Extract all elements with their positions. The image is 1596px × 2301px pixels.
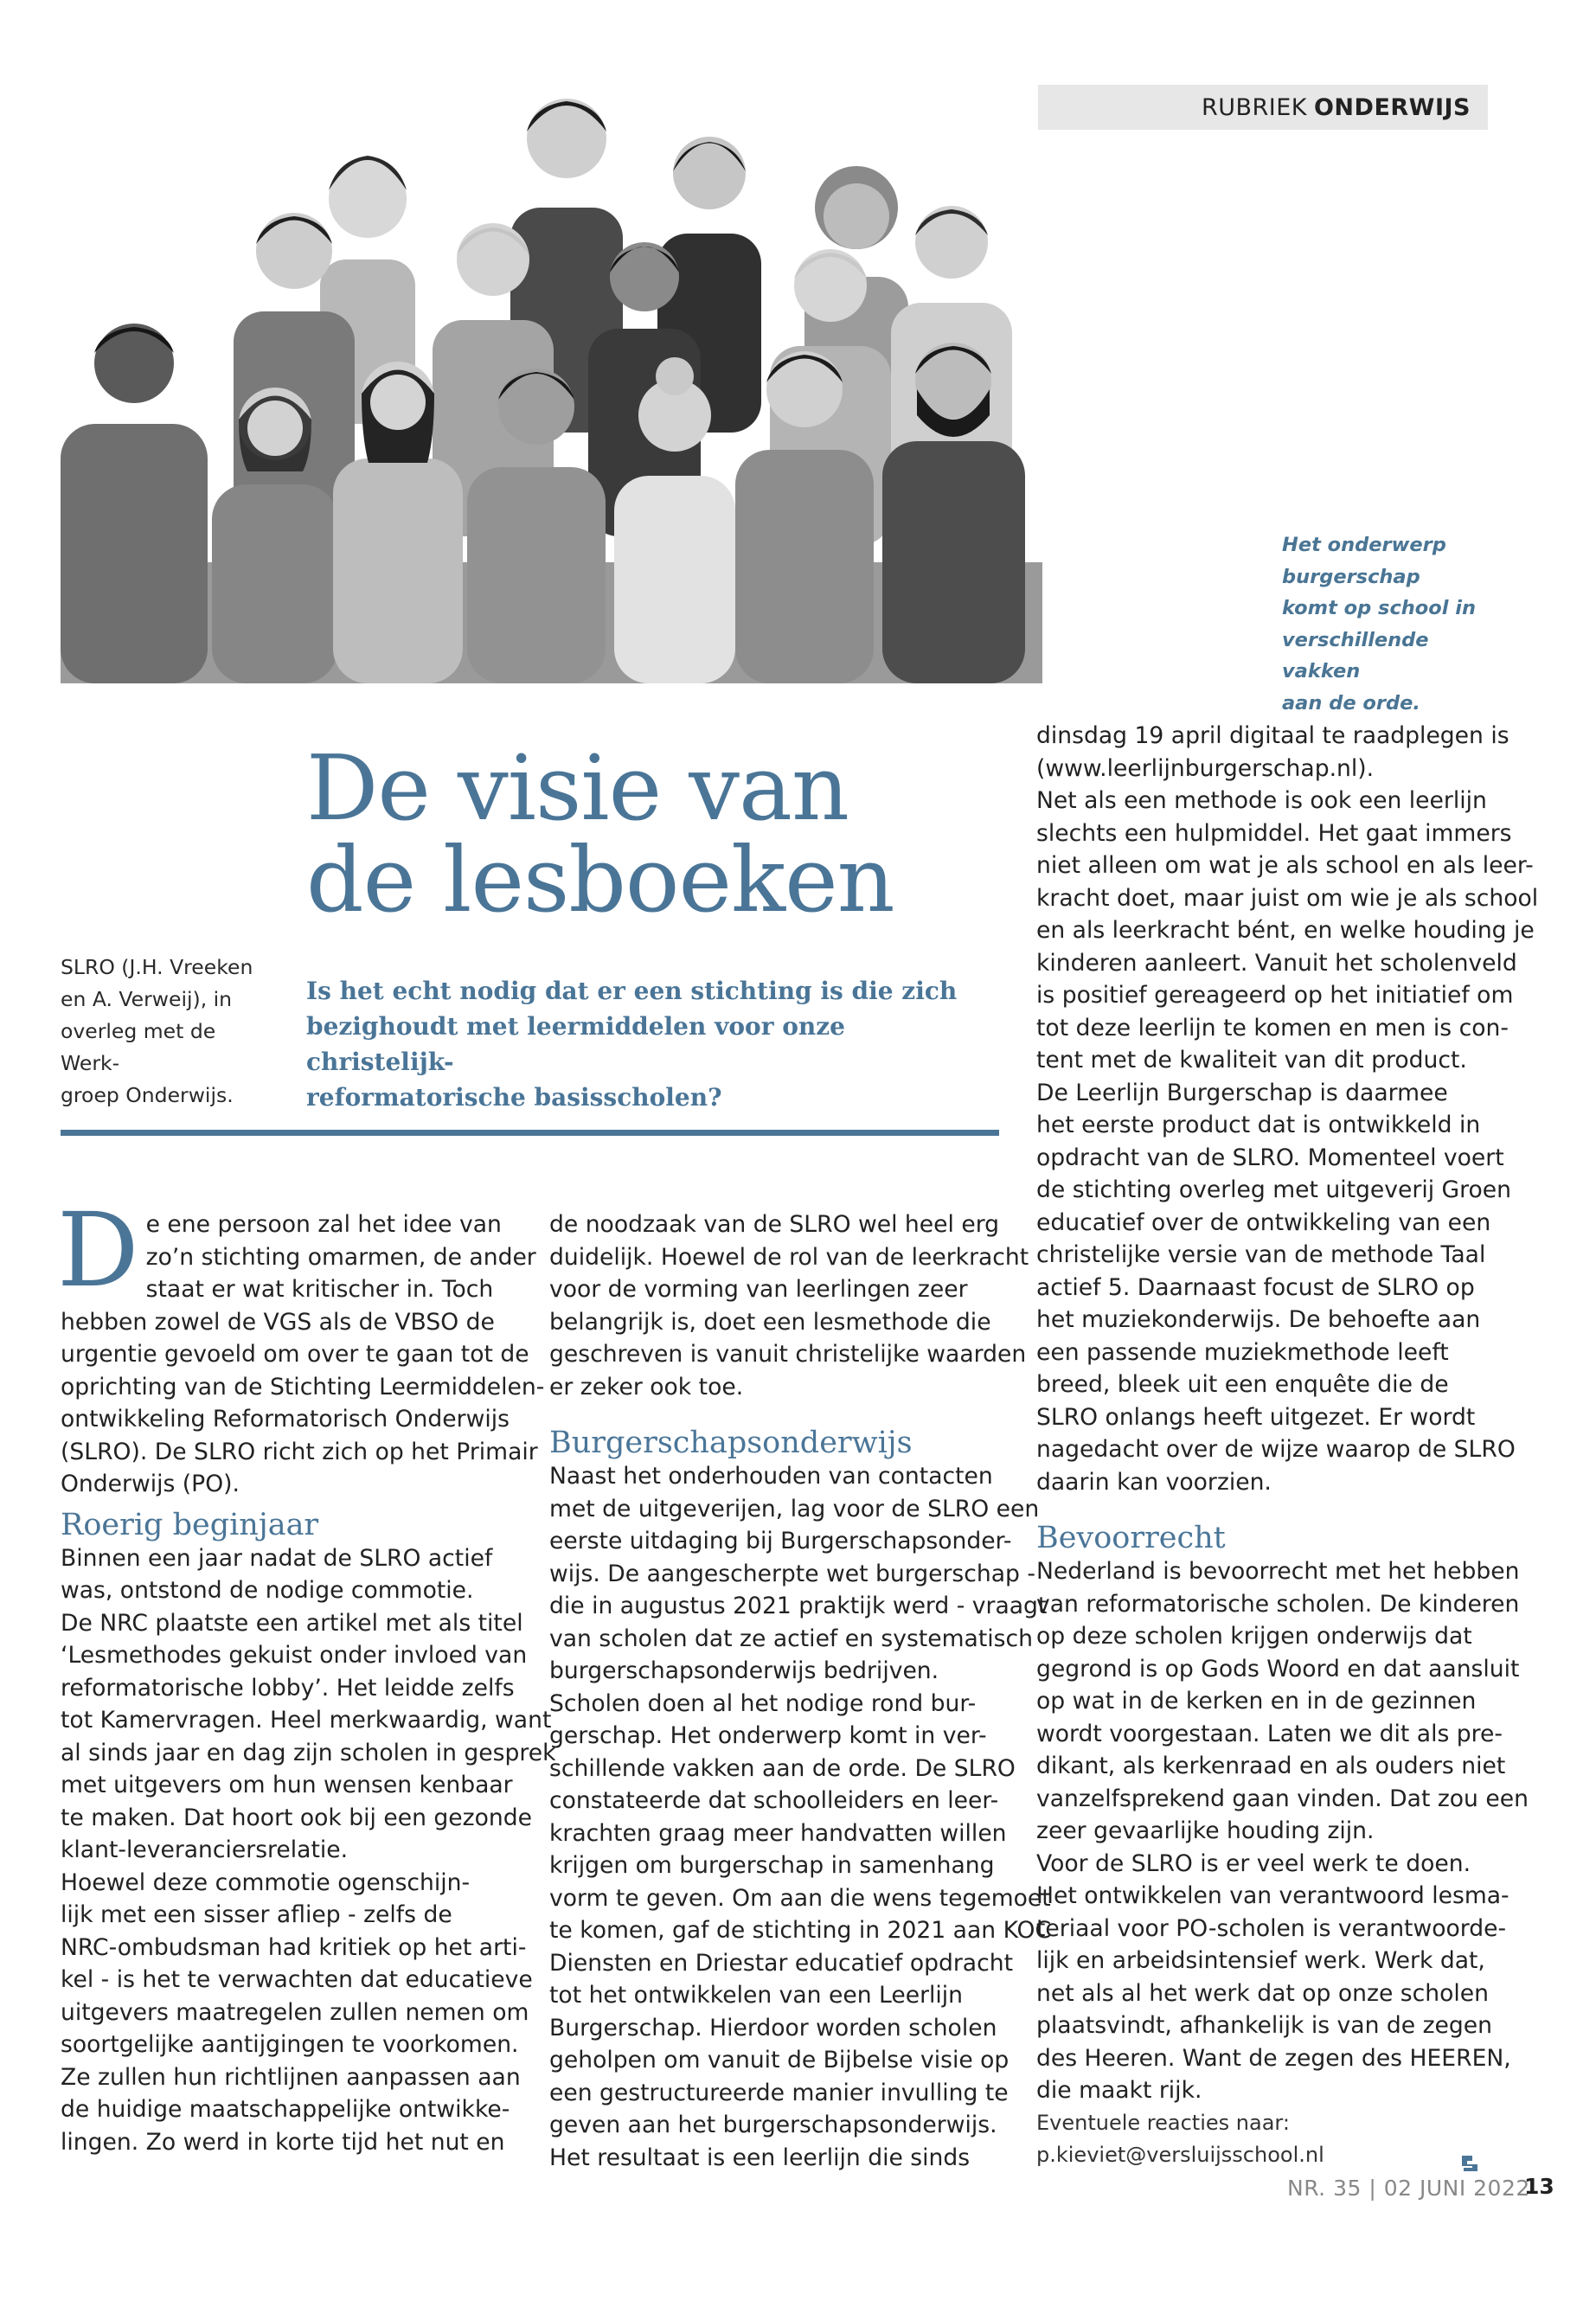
photo-caption-line: overleg met de Werk-	[61, 1019, 216, 1075]
text-line: (SLRO). De SLRO richt zich op het Primair	[61, 1438, 538, 1465]
text-line: kinderen aanleert. Vanuit het scholenveld	[1036, 949, 1517, 977]
text-line: oprichting van de Stichting Leermiddelen-	[61, 1373, 545, 1400]
text-line: opdracht van de SLRO. Momenteel voert	[1036, 1144, 1504, 1171]
page-number: 13	[1524, 2174, 1554, 2199]
text-line: kracht doet, maar juist om wie je als school	[1036, 884, 1539, 912]
text-line: de huidige maatschappelijke ontwikke-	[61, 2096, 510, 2123]
text-line: een gestructureerde manier invulling te	[549, 2079, 1009, 2106]
column-2	[549, 1208, 1052, 2174]
text-line: Ze zullen hun richtlijnen aanpassen aan	[61, 2063, 521, 2091]
image-caption	[1282, 529, 1507, 719]
subheading: Burgerschapsonderwijs	[549, 1426, 913, 1460]
text-line: was, ontstond de nodige commotie.	[61, 1577, 474, 1604]
text-line: teriaal voor PO-scholen is verantwoorde-	[1036, 1914, 1507, 1942]
photo-caption-line: groep Onderwijs.	[61, 1083, 234, 1107]
text-line: zo’n stichting omarmen, de ander	[145, 1243, 536, 1271]
text-line: plaatsvindt, afhankelijk is van de zegen	[1036, 2012, 1492, 2039]
title-line: De visie van	[306, 735, 849, 841]
drop-cap: D	[57, 1190, 139, 1310]
text-line: NRC-ombudsman had kritiek op het arti-	[61, 1933, 527, 1961]
text-line: nagedacht over de wijze waarop de SLRO	[1036, 1436, 1516, 1463]
text-line: net als al het werk dat op onze scholen	[1036, 1979, 1489, 2007]
text-line: te maken. Dat hoort ook bij een gezonde	[61, 1804, 532, 1831]
text-line: voor de vorming van leerlingen zeer	[549, 1276, 968, 1303]
text-line: al sinds jaar en dag zijn scholen in gesprek	[61, 1739, 556, 1766]
text-line: die maakt rijk.	[1036, 2077, 1202, 2104]
text-line: met uitgevers om hun wensen kenbaar	[61, 1772, 513, 1798]
text-line: vorm te geven. Om aan die wens tegemoet	[549, 1884, 1051, 1912]
text-line: van scholen dat ze actief en systematisch	[549, 1625, 1034, 1652]
text-line: De NRC plaatste een artikel met als titel	[61, 1609, 523, 1637]
caption-line: aan de orde.	[1282, 691, 1420, 715]
lead-line: Is het echt nodig dat er een stichting is die zich	[306, 977, 958, 1005]
text-line: Binnen een jaar nadat de SLRO actief	[61, 1544, 493, 1572]
text-line: het eerste product dat is ontwikkeld in	[1036, 1112, 1481, 1138]
text-line: Voor de SLRO is er veel werk te doen.	[1036, 1849, 1471, 1877]
column-3	[1036, 720, 1539, 2172]
text-line: tent met de kwaliteit van dit product.	[1036, 1047, 1467, 1074]
text-line: kel - is het te verwachten dat educatieve	[61, 1966, 533, 1993]
text-line: actief 5. Daarnaast focust de SLRO op	[1036, 1273, 1475, 1301]
text-line: gerschap. Het onderwerp komt in ver-	[549, 1722, 987, 1749]
text-line: geholpen om vanuit de Bijbelse visie op	[549, 2047, 1010, 2073]
text-line: constateerde dat schoolleiders en leer-	[549, 1787, 999, 1814]
text-line: wordt voorgestaan. Laten we dit als pre-	[1036, 1720, 1503, 1747]
text-line: tot Kamervragen. Heel merkwaardig, want	[61, 1707, 552, 1734]
text-line: reformatorische lobby’. Het leidde zelfs	[61, 1674, 515, 1702]
text-line: dikant, als kerkenraad en als ouders niet	[1036, 1753, 1506, 1779]
text-line: ‘Lesmethodes gekuist onder invloed van	[61, 1642, 528, 1669]
rubric-name: ONDERWIJS	[1313, 93, 1471, 121]
text-line: breed, bleek uit een enquête die de	[1036, 1371, 1449, 1398]
text-line: schillende vakken aan de orde. De SLRO	[549, 1754, 1016, 1782]
text-line: geschreven is vanuit christelijke waarden	[549, 1341, 1027, 1368]
text-line: wijs. De aangescherpte wet burgerschap -	[549, 1560, 1035, 1587]
text-line: krachten graag meer handvatten willen	[549, 1819, 1007, 1847]
text-line: urgentie gevoeld om over te gaan tot de	[61, 1341, 529, 1368]
text-line: des Heeren. Want de zegen des HEEREN,	[1036, 2044, 1511, 2072]
text-line: lijk en arbeidsintensief werk. Werk dat,	[1036, 1947, 1485, 1974]
text-line: lijk met een sisser afliep - zelfs de	[61, 1901, 452, 1928]
article-lead	[306, 973, 981, 1115]
text-line: uitgevers maatregelen zullen nemen om	[61, 1998, 529, 2026]
text-line: belangrijk is, doet een lesmethode die	[549, 1308, 991, 1336]
caption-line: verschillende vakken	[1282, 628, 1429, 683]
text-line: tot het ontwikkelen van een Leerlijn	[549, 1982, 964, 2009]
end-mark-icon	[1460, 2154, 1481, 2173]
text-line: Hoewel deze commotie ogenschijn-	[61, 1868, 471, 1896]
text-line: het muziekonderwijs. De behoefte aan	[1036, 1306, 1481, 1333]
text-line: duidelijk. Hoewel de rol van de leerkracht	[549, 1243, 1029, 1271]
issue-info: NR. 35 | 02 JUNI 2022	[1287, 2176, 1530, 2201]
text-line: burgerschapsonderwijs bedrijven.	[549, 1657, 939, 1684]
text-line: Diensten en Driestar educatief opdracht	[549, 1949, 1014, 1977]
text-line: Scholen doen al het nodige rond bur-	[549, 1689, 977, 1717]
text-line: Het ontwikkelen van verantwoord lesma-	[1036, 1882, 1509, 1909]
text-line: e ene persoon zal het idee van	[145, 1211, 502, 1238]
text-line: met de uitgeverijen, lag voor de SLRO een	[549, 1495, 1040, 1522]
text-line: op deze scholen krijgen onderwijs dat	[1036, 1623, 1472, 1650]
text-line: christelijke versie van de methode Taal	[1036, 1241, 1486, 1268]
text-line: te komen, gaf de stichting in 2021 aan KOC	[549, 1917, 1052, 1944]
text-line: dinsdag 19 april digitaal te raadplegen is	[1036, 722, 1509, 749]
text-line: SLRO onlangs heeft uitgezet. Er wordt	[1036, 1403, 1476, 1431]
title-line: de lesboeken	[306, 827, 894, 933]
text-line: gegrond is op Gods Woord en dat aansluit	[1036, 1655, 1520, 1682]
text-line: zeer gevaarlijke houding zijn.	[1036, 1817, 1375, 1844]
text-line: de noodzaak van de SLRO wel heel erg	[549, 1211, 1000, 1238]
text-line: niet alleen om wat je als school en als leer-	[1036, 852, 1534, 879]
caption-line: Het onderwerp	[1282, 534, 1446, 556]
text-line: eerste uitdaging bij Burgerschapsonder-	[549, 1528, 1012, 1554]
text-line: Naast het onderhouden van contacten	[549, 1463, 993, 1490]
text-line: staat er wat kritischer in. Toch	[145, 1276, 494, 1303]
group-of-people-illustration	[61, 78, 1042, 683]
text-line: Onderwijs (PO).	[61, 1471, 240, 1497]
reactions-label: Eventuele reacties naar:	[1036, 2110, 1290, 2135]
column-1	[57, 1190, 556, 2158]
subheading: Bevoorrecht	[1036, 1521, 1226, 1555]
text-line: Nederland is bevoorrecht met het hebben	[1036, 1558, 1520, 1585]
text-line: De Leerlijn Burgerschap is daarmee	[1036, 1079, 1448, 1106]
text-line: Het resultaat is een leerlijn die sinds	[549, 2144, 971, 2171]
text-line: slechts een hulpmiddel. Het gaat immers	[1036, 819, 1512, 847]
text-line: op wat in de kerken en in de gezinnen	[1036, 1688, 1477, 1715]
photo-caption-line: SLRO (J.H. Vreeken	[61, 955, 253, 979]
text-line: daarin kan voorzien.	[1036, 1468, 1272, 1496]
text-line: lingen. Zo werd in korte tijd het nut en	[61, 2128, 505, 2156]
text-line: van reformatorische scholen. De kinderen	[1036, 1590, 1520, 1618]
text-line: Net als een methode is ook een leerlijn	[1036, 787, 1487, 814]
text-line: en als leerkracht bént, en welke houding je	[1036, 917, 1535, 944]
text-line: er zeker ook toe.	[549, 1373, 744, 1400]
text-line: educatief over de ontwikkeling van een	[1036, 1208, 1491, 1236]
lead-line: reformatorische basisscholen?	[306, 1083, 722, 1112]
subheading: Roerig beginjaar	[61, 1507, 319, 1542]
text-line: vanzelfsprekend gaan vinden. Dat zou een	[1036, 1785, 1529, 1812]
lead-line: bezighoudt met leermiddelen voor onze christelijk-	[306, 1012, 845, 1076]
rubric-prefix: RUBRIEK	[1201, 93, 1307, 121]
text-line: soortgelijke aantijgingen te voorkomen.	[61, 2031, 519, 2058]
caption-line: burgerschap	[1282, 565, 1420, 588]
article-title	[306, 735, 929, 933]
photo-caption	[61, 952, 268, 1112]
text-line: Burgerschap. Hierdoor worden scholen	[549, 2014, 997, 2041]
text-line: tot deze leerlijn te komen en men is con-	[1036, 1014, 1509, 1042]
text-line: geven aan het burgerschapsonderwijs.	[549, 2112, 997, 2138]
text-line: krijgen om burgerschap in samenhang	[549, 1852, 995, 1879]
photo-caption-line: en A. Verweij), in	[61, 987, 233, 1011]
rubric-label	[1038, 85, 1488, 130]
intro-paragraph	[57, 1190, 536, 1310]
text-line: die in augustus 2021 praktijk werd - vraagt	[549, 1593, 1048, 1619]
caption-line: komt op school in	[1282, 597, 1476, 619]
text-line: de stichting overleg met uitgeverij Groen	[1036, 1176, 1512, 1203]
text-line: ontwikkeling Reformatorisch Onderwijs	[61, 1406, 510, 1433]
text-line: hebben zowel de VGS als de VBSO de	[61, 1308, 495, 1336]
text-line: (www.leerlijnburgerschap.nl).	[1036, 754, 1375, 782]
text-line: klant-leveranciersrelatie.	[61, 1836, 349, 1863]
text-line: een passende muziekmethode leeft	[1036, 1338, 1449, 1366]
divider-rule	[61, 1130, 999, 1136]
reactions-email[interactable]: p.kieviet@versluijsschool.nl	[1036, 2143, 1324, 2167]
text-line: is positief gereageerd op het initiatief om	[1036, 982, 1514, 1009]
